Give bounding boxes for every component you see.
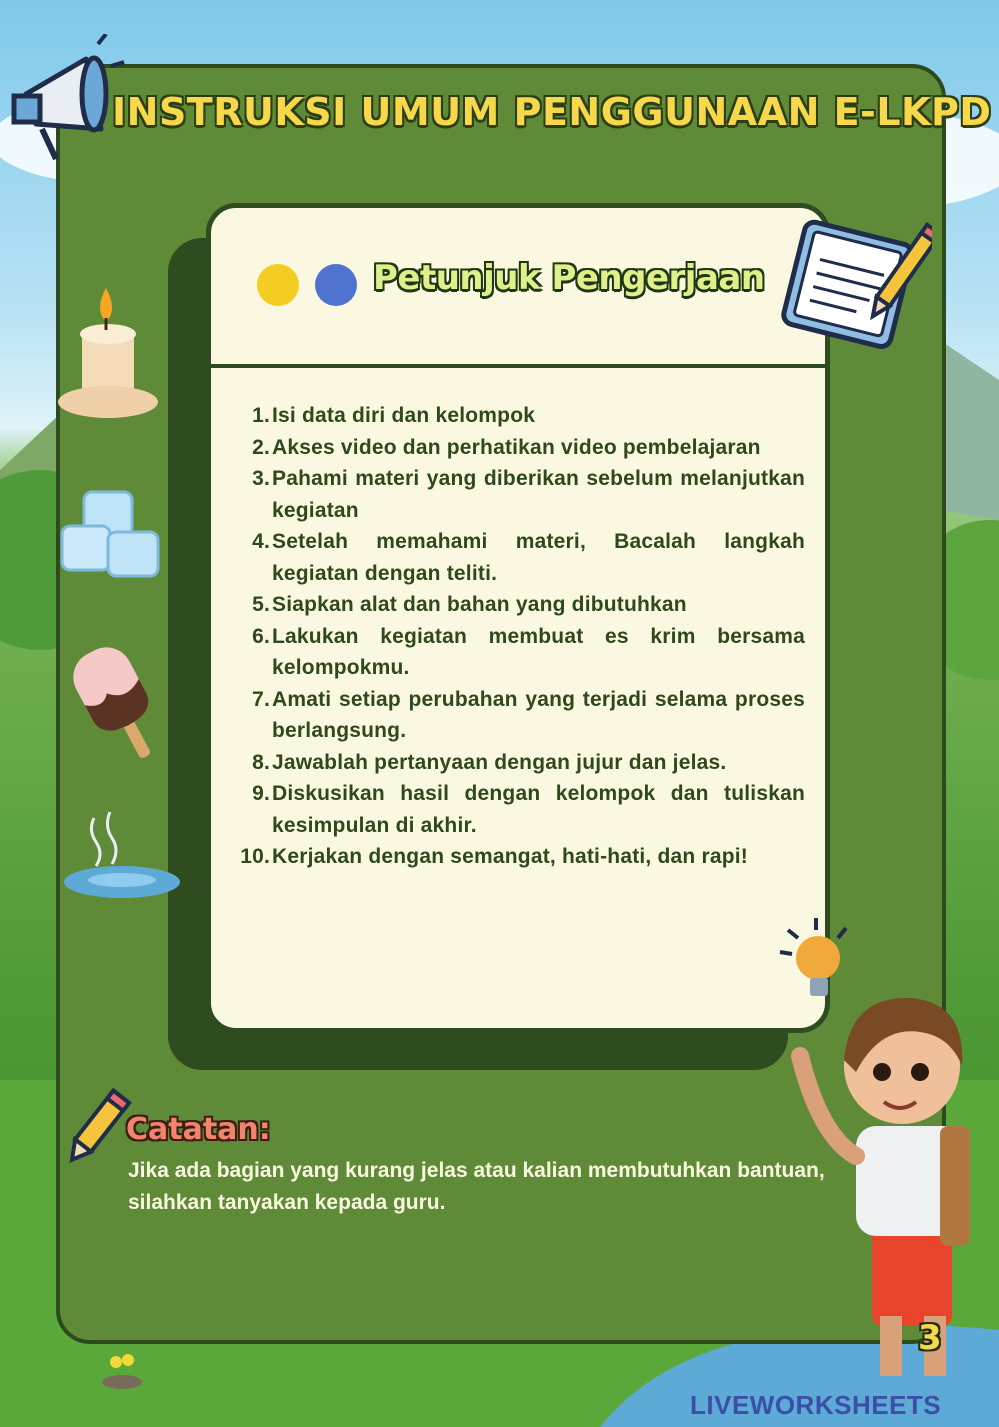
brand-text: LIVEWORKSHEETS <box>690 1389 942 1420</box>
step-text: Amati setiap perubahan yang terjadi selama proses berlangsung. <box>272 687 805 742</box>
list-item <box>235 778 805 841</box>
page-title: INSTRUKSI UMUM PENGGUNAAN E-LKPD <box>112 90 992 134</box>
list-item <box>235 589 805 621</box>
step-number: 2. <box>252 435 270 459</box>
list-item <box>235 526 805 589</box>
megaphone-icon <box>6 34 126 164</box>
step-text: Setelah memahami materi, Bacalah langkah kegiatan dengan teliti. <box>272 530 805 585</box>
step-text: Lakukan kegiatan membuat es krim bersama kelompokmu. <box>272 624 805 679</box>
step-text: Diskusikan hasil dengan kelompok dan tuliskan kesimpulan di akhir. <box>272 782 805 837</box>
puddle-icon <box>60 808 184 900</box>
step-number: 5. <box>252 593 270 616</box>
step-number: 3. <box>252 467 270 490</box>
card-title: Petunjuk Pengerjaan <box>373 258 765 298</box>
pencil-icon <box>60 1088 132 1170</box>
step-text: Kerjakan dengan semangat, hati-hati, dan rapi! <box>272 845 748 868</box>
step-number: 9. <box>252 782 270 805</box>
ice-cubes-icon <box>56 488 168 584</box>
candle-icon <box>56 288 160 420</box>
step-text: Siapkan alat dan bahan yang dibutuhkan <box>272 593 687 616</box>
popsicle-icon <box>56 640 176 766</box>
list-item <box>235 463 805 526</box>
list-item <box>235 400 805 432</box>
blue-dot-icon <box>315 264 357 306</box>
card-header <box>211 208 825 368</box>
step-number: 7. <box>252 687 270 711</box>
step-number: 4. <box>252 530 270 553</box>
step-number: 10. <box>240 845 270 868</box>
step-text: Jawablah pertanyaan dengan jujur dan jelas. <box>272 750 727 774</box>
brand-logo <box>690 1386 941 1424</box>
list-item <box>235 841 805 873</box>
step-number: 8. <box>252 750 270 774</box>
step-number: 1. <box>252 404 270 427</box>
flower-icon <box>100 1350 144 1390</box>
page-number: 3 <box>918 1318 942 1358</box>
step-number: 6. <box>252 624 270 648</box>
note-title: Catatan: <box>126 1112 271 1147</box>
instructions-card <box>206 203 830 1033</box>
list-item <box>235 621 805 684</box>
list-item <box>235 684 805 747</box>
step-text: Akses video dan perhatikan video pembelajaran <box>272 435 761 459</box>
list-item <box>235 432 805 464</box>
yellow-dot-icon <box>257 264 299 306</box>
note-text: Jika ada bagian yang kurang jelas atau kalian membutuhkan bantuan, silahkan tanyakan kepada guru. <box>128 1159 825 1214</box>
steps-list <box>235 400 805 873</box>
list-item <box>235 747 805 779</box>
step-text: Pahami materi yang diberikan sebelum melanjutkan kegiatan <box>272 467 805 522</box>
step-text: Isi data diri dan kelompok <box>272 404 536 427</box>
notepad-icon <box>772 218 932 358</box>
